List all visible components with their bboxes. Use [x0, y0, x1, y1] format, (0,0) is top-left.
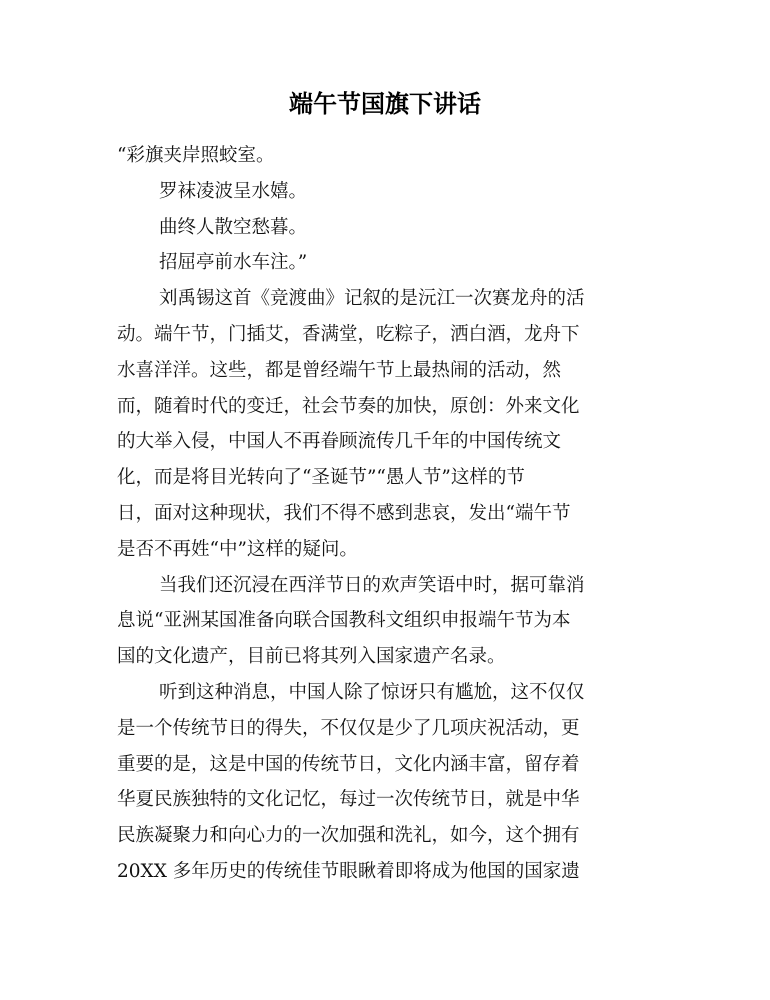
- text-line: 国的文化遗产，目前已将其列入国家遗产名录。: [117, 646, 506, 668]
- text-line: 息说“亚洲某国准备向联合国教科文组织申报端午节为本: [117, 610, 571, 632]
- text-line: 是一个传统节日的得失，不仅仅是少了几项庆祝活动，更: [117, 717, 580, 739]
- document-body: [117, 138, 639, 890]
- text-line: 曲终人散空愁暮。: [159, 216, 308, 238]
- text-line: 而，随着时代的变迁，社会节奏的加快，原创：外来文化: [117, 395, 580, 417]
- document-title: 端午节国旗下讲话: [289, 90, 481, 118]
- text-line: 当我们还沉浸在西洋节日的欢声笑语中时，据可靠消: [159, 574, 585, 596]
- text-line: 刘禹锡这首《竞渡曲》记叙的是沅江一次赛龙舟的活: [159, 288, 585, 310]
- text-line: 罗袜凌波呈水嬉。: [159, 180, 308, 202]
- text-line: 动。端午节，门插艾，香满堂，吃粽子，洒白酒，龙舟下: [117, 323, 580, 345]
- text-line: 是否不再姓“中”这样的疑问。: [117, 538, 358, 560]
- text-line: 的大举入侵，中国人不再眷顾流传几千年的中国传统文: [117, 431, 562, 453]
- text-line: 重要的是，这是中国的传统节日，文化内涵丰富，留存着: [117, 753, 580, 775]
- text-line: “彩旗夹岸照蛟室。: [117, 145, 275, 166]
- text-line: 华夏民族独特的文化记忆，每过一次传统节日，就是中华: [117, 789, 580, 811]
- text-line: 民族凝聚力和向心力的一次加强和洗礼，如今，这个拥有: [117, 825, 580, 847]
- text-line: 听到这种消息，中国人除了惊讶只有尴尬，这不仅仅: [159, 681, 585, 703]
- text-line: 20XX 多年历史的传统佳节眼瞅着即将成为他国的国家遗: [117, 860, 580, 882]
- text-line: 招屈亭前水车注。”: [159, 252, 308, 274]
- text-line: 化，而是将目光转向了“圣诞节”“愚人节”这样的节: [117, 467, 525, 489]
- text-line: 日，面对这种现状，我们不得不感到悲哀，发出“端午节: [117, 502, 571, 524]
- text-line: 水喜洋洋。这些，都是曾经端午节上最热闹的活动，然: [117, 359, 562, 381]
